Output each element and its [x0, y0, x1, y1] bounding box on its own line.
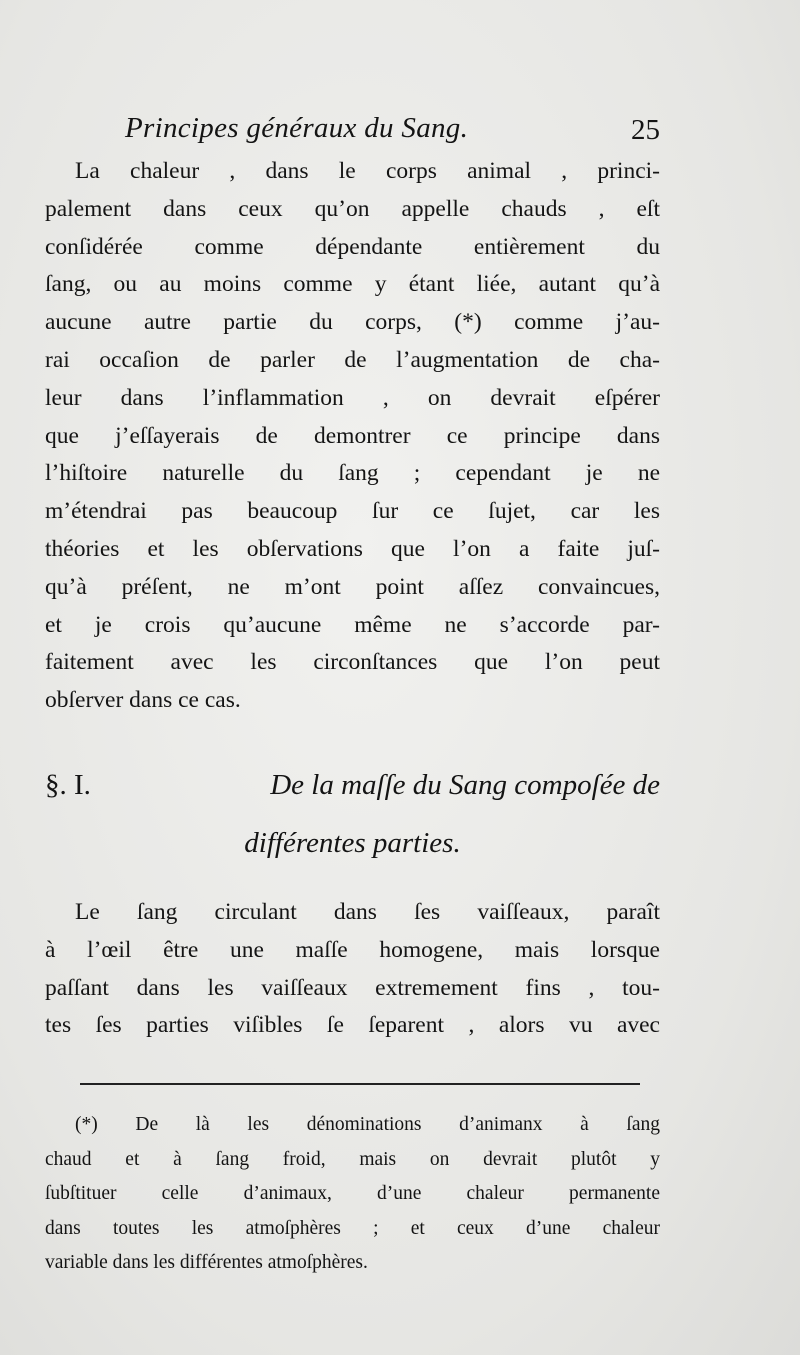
text-line: à l’œil être une maſſe homogene, mais lorsque	[45, 936, 660, 963]
text-line: qu’à préſent, ne m’ont point aſſez convaincues,	[45, 573, 660, 600]
section-title-line2: différentes parties.	[244, 827, 461, 859]
text-line: ſang, ou au moins comme y étant liée, autant qu’à	[45, 271, 660, 298]
page-number: 25	[631, 114, 660, 146]
text-line: conſidérée comme dépendante entièrement du	[45, 233, 660, 260]
paragraph-main	[45, 153, 660, 720]
text-line: La chaleur , dans le corps animal , princi-	[75, 158, 660, 184]
text-line: et je crois qu’aucune même ne s’accorde par-	[45, 611, 660, 638]
text-line: palement dans ceux qu’on appelle chauds , eſt	[45, 195, 660, 222]
paragraph-section	[45, 894, 660, 1045]
text-line: que j’eſſayerais de demontrer ce principe dans	[45, 422, 660, 449]
text-line: rai occaſion de parler de l’augmentation de cha-	[45, 346, 660, 373]
section-title-line1: De la maſſe du Sang compoſée de	[270, 769, 660, 801]
footnote-divider	[80, 1083, 640, 1085]
running-title: Principes généraux du Sang.	[125, 112, 469, 144]
text-line: obſerver dans ce cas.	[45, 687, 241, 714]
text-line: tes ſes parties viſibles ſe ſeparent , alors vu avec	[45, 1012, 660, 1039]
text-line: théories et les obſervations que l’on a faite juſ-	[45, 535, 660, 562]
footnote	[45, 1108, 660, 1281]
footnote-line: variable dans les différentes atmoſphères.	[45, 1252, 368, 1273]
section-heading	[45, 756, 660, 872]
text-line: faitement avec les circonſtances que l’on peut	[45, 649, 660, 676]
text-line: paſſant dans les vaiſſeaux extremement fins , tou-	[45, 974, 660, 1001]
footnote-line: dans toutes les atmoſphères ; et ceux d’une chaleur	[45, 1217, 660, 1239]
page-header	[125, 112, 660, 152]
footnote-line: ſubſtituer celle d’animaux, d’une chaleur permanente	[45, 1183, 660, 1204]
footnote-line: (*) De là les dénominations d’animanx à ſang	[75, 1114, 660, 1135]
text-line: l’hiſtoire naturelle du ſang ; cependant je ne	[45, 460, 660, 487]
text-line: aucune autre partie du corps, (*) comme j’au-	[45, 309, 660, 336]
text-line: m’étendrai pas beaucoup ſur ce ſujet, car les	[45, 498, 660, 525]
section-number: §. I.	[45, 769, 91, 801]
text-line: leur dans l’inflammation , on devrait eſpérer	[45, 384, 660, 411]
text-line: Le ſang circulant dans ſes vaiſſeaux, paraît	[75, 899, 660, 925]
footnote-line: chaud et à ſang froid, mais on devrait plutôt y	[45, 1148, 660, 1170]
